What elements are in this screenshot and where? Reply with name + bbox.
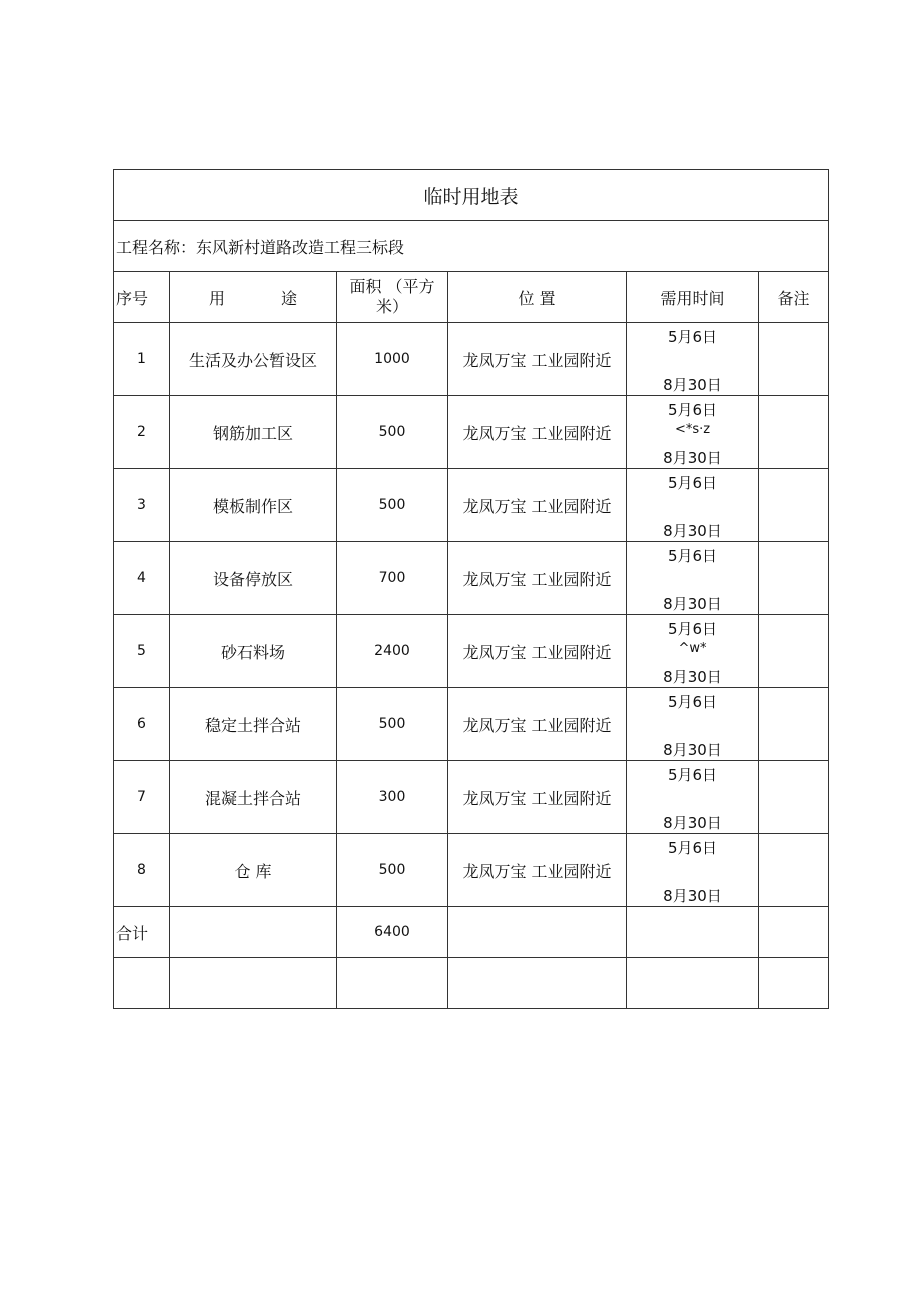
empty-cell: [759, 958, 829, 1009]
row-remark: [759, 323, 829, 396]
table-row: [114, 542, 829, 615]
row-use: 砂石料场: [170, 615, 337, 688]
header-index: 序号: [114, 272, 170, 323]
empty-cell: [448, 958, 627, 1009]
row-time: [627, 761, 759, 834]
row-time: [627, 396, 759, 469]
total-use: [170, 907, 337, 958]
row-time: [627, 469, 759, 542]
row-remark: [759, 469, 829, 542]
table-row: [114, 323, 829, 396]
row-area: 500: [337, 396, 448, 469]
row-location: 龙凤万宝 工业园附近: [448, 542, 627, 615]
row-time-end: 8月30日: [663, 887, 722, 905]
row-time: [627, 542, 759, 615]
row-use: 设备停放区: [170, 542, 337, 615]
row-time-start: 5月6日: [667, 401, 718, 419]
table-row: [114, 469, 829, 542]
row-time: [627, 323, 759, 396]
total-row: [114, 907, 829, 958]
row-location: 龙凤万宝 工业园附近: [448, 469, 627, 542]
total-location: [448, 907, 627, 958]
empty-cell: [114, 958, 170, 1009]
total-area: 6400: [337, 907, 448, 958]
row-time-mid: <*s·z: [674, 422, 711, 437]
header-use: [170, 272, 337, 323]
row-index: 5: [114, 615, 170, 688]
row-index: 4: [114, 542, 170, 615]
row-time-start: 5月6日: [667, 620, 718, 638]
row-remark: [759, 761, 829, 834]
row-location: 龙凤万宝 工业园附近: [448, 761, 627, 834]
row-use: 钢筋加工区: [170, 396, 337, 469]
total-remark: [759, 907, 829, 958]
row-time-end: 8月30日: [663, 814, 722, 832]
header-time: 需用时间: [627, 272, 759, 323]
row-time-mid: ^w*: [678, 641, 707, 656]
row-time-start: 5月6日: [667, 328, 718, 346]
row-time-end: 8月30日: [663, 449, 722, 467]
row-time-start: 5月6日: [667, 766, 718, 784]
header-use-part-b: 途: [281, 288, 298, 308]
row-location: 龙凤万宝 工业园附近: [448, 396, 627, 469]
table-row: [114, 761, 829, 834]
row-time: [627, 834, 759, 907]
header-area-line2: 米）: [375, 297, 408, 316]
table-row: [114, 834, 829, 907]
row-use: 仓 库: [170, 834, 337, 907]
row-location: 龙凤万宝 工业园附近: [448, 323, 627, 396]
row-time-end: 8月30日: [663, 522, 722, 540]
land-use-table: [113, 169, 829, 1009]
header-remark: 备注: [759, 272, 829, 323]
table-row: [114, 615, 829, 688]
header-location: 位 置: [448, 272, 627, 323]
land-use-sheet: [113, 169, 828, 1009]
row-area: 700: [337, 542, 448, 615]
row-index: 2: [114, 396, 170, 469]
row-area: 2400: [337, 615, 448, 688]
empty-cell: [627, 958, 759, 1009]
row-remark: [759, 615, 829, 688]
row-remark: [759, 688, 829, 761]
header-area: [337, 272, 448, 323]
row-use: 稳定土拌合站: [170, 688, 337, 761]
table-row: [114, 688, 829, 761]
header-row: [114, 272, 829, 323]
empty-cell: [337, 958, 448, 1009]
row-area: 500: [337, 469, 448, 542]
total-label: 合计: [114, 907, 170, 958]
row-time-end: 8月30日: [663, 741, 722, 759]
row-index: 8: [114, 834, 170, 907]
row-area: 500: [337, 834, 448, 907]
row-time-start: 5月6日: [667, 547, 718, 565]
row-remark: [759, 396, 829, 469]
project-name: 工程名称：东风新村道路改造工程三标段: [114, 221, 829, 272]
row-time-start: 5月6日: [667, 474, 718, 492]
row-time-end: 8月30日: [663, 668, 722, 686]
row-time: [627, 688, 759, 761]
row-time: [627, 615, 759, 688]
row-time-end: 8月30日: [663, 595, 722, 613]
total-time: [627, 907, 759, 958]
row-area: 500: [337, 688, 448, 761]
row-index: 7: [114, 761, 170, 834]
row-index: 1: [114, 323, 170, 396]
row-use: 模板制作区: [170, 469, 337, 542]
header-area-line1: 面积 （平方: [349, 277, 435, 296]
row-location: 龙凤万宝 工业园附近: [448, 688, 627, 761]
row-remark: [759, 542, 829, 615]
header-use-part-a: 用: [208, 288, 225, 308]
table-title: 临时用地表: [114, 170, 829, 221]
table-row: [114, 396, 829, 469]
row-use: 混凝土拌合站: [170, 761, 337, 834]
row-time-end: 8月30日: [663, 376, 722, 394]
row-index: 6: [114, 688, 170, 761]
row-area: 1000: [337, 323, 448, 396]
empty-row: [114, 958, 829, 1009]
row-location: 龙凤万宝 工业园附近: [448, 834, 627, 907]
empty-cell: [170, 958, 337, 1009]
row-location: 龙凤万宝 工业园附近: [448, 615, 627, 688]
row-area: 300: [337, 761, 448, 834]
row-remark: [759, 834, 829, 907]
row-time-start: 5月6日: [667, 693, 718, 711]
row-time-start: 5月6日: [667, 839, 718, 857]
row-index: 3: [114, 469, 170, 542]
row-use: 生活及办公暂设区: [170, 323, 337, 396]
